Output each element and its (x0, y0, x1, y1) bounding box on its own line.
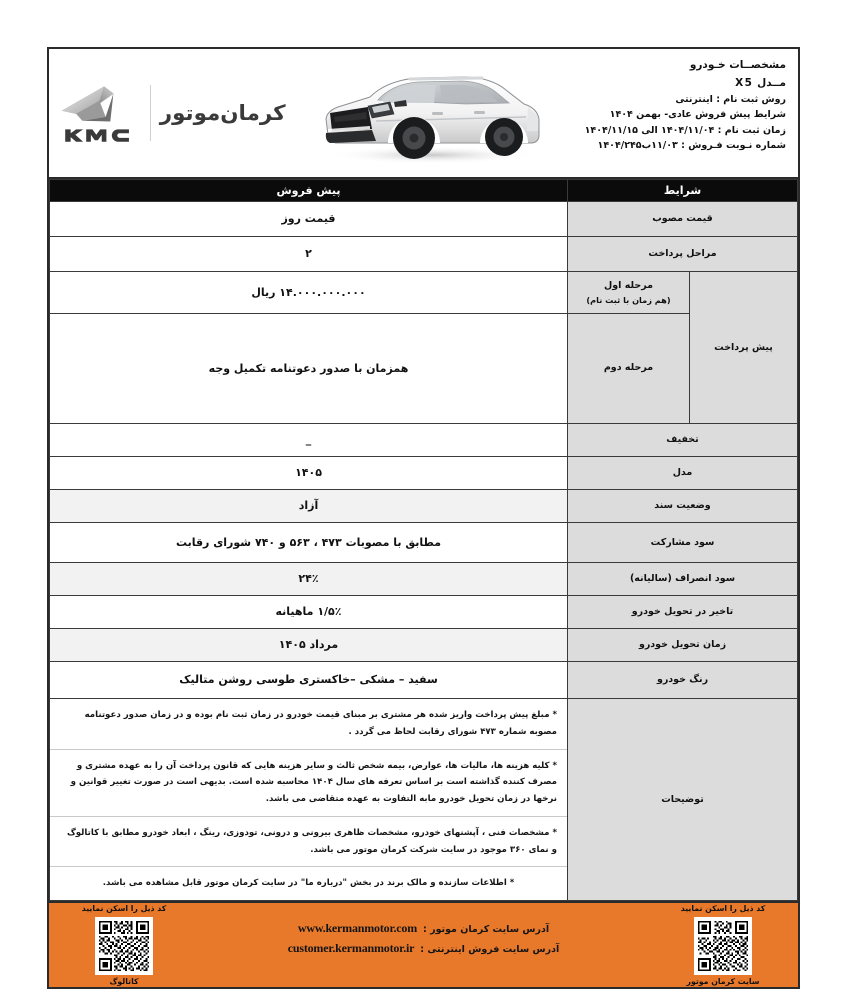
row-label-delivery-time: زمان تحویل خودرو (568, 629, 798, 662)
row-sublabel-stage-two: مرحله دوم (568, 314, 690, 424)
document-header (49, 49, 798, 179)
column-header-conditions: شرایط (568, 180, 798, 202)
table-row-prepayment-stage-one (50, 272, 798, 314)
table-row-notes (50, 699, 798, 901)
qr-code-catalog-icon (97, 919, 151, 973)
brand-logo-block (49, 49, 294, 177)
address-line-company-site (298, 921, 549, 936)
qr-caption-top-website: کد ذیل را اسکن نمایید (680, 903, 766, 913)
table-row-participation-profit (50, 523, 798, 563)
row-label-prepayment: پیش پرداخت (690, 272, 798, 424)
table-row-delivery-delay-penalty (50, 596, 798, 629)
brand-name-fa: کرمان‌موتور (159, 101, 286, 125)
row-value-participation-profit: مطابق با مصوبات ۴۷۳ ، ۵۶۳ و ۷۴۰ شورای رقابت (50, 523, 568, 563)
row-label-delivery-delay-penalty: تاخیر در تحویل خودرو (568, 596, 798, 629)
table-row-discount (50, 424, 798, 457)
row-value-model-year: ۱۴۰۵ (50, 457, 568, 490)
document-footer (49, 901, 798, 987)
footer-addresses (199, 903, 648, 987)
table-row-approved-price (50, 202, 798, 237)
row-label-participation-profit: سود مشارکت (568, 523, 798, 563)
note-item: * مشخصات فنی ، آپشنهای خودرو، مشخصات ظاهری بیرونی و درونی، تودوزی، رینگ ، ابعاد خودرو مطابق با کاتالوگ و نمای ۳۶۰ موجود در سایت شرکت کرمان موتور می باشد. (50, 817, 567, 868)
qr-caption-top-catalog: کد ذیل را اسکن نمایید (81, 903, 167, 913)
row-label-model-year: مدل (568, 457, 798, 490)
qr-code-website-icon (696, 919, 750, 973)
table-row-delivery-time (50, 629, 798, 662)
stage-one-note: (هم زمان با ثبت نام) (586, 294, 671, 305)
row-value-withdrawal-profit: ۲۴٪ (50, 563, 568, 596)
row-label-discount: تخفیف (568, 424, 798, 457)
qr-block-website (648, 903, 798, 987)
row-sublabel-stage-one (568, 272, 690, 314)
note-item: * مبلغ پیش پرداخت واریز شده هر مشتری بر مبنای قیمت خودرو در زمان ثبت نام بوده و در زمان صدور دعوتنامه مصوبه شماره ۴۷۳ شورای رقابت لحاظ می گردد . (50, 699, 567, 750)
column-header-presale: پیش فروش (50, 180, 568, 202)
address-url-online-shop[interactable]: customer.kermanmotor.ir (287, 940, 415, 955)
address-line-online-shop (288, 941, 559, 956)
table-row-withdrawal-profit (50, 563, 798, 596)
qr-caption-bottom-catalog: کاتالوگ (109, 977, 139, 986)
row-value-discount: _ (50, 424, 568, 457)
table-row-model-year (50, 457, 798, 490)
table-header-row (50, 180, 798, 202)
row-value-document-status: آزاد (50, 490, 568, 523)
notes-container (50, 699, 568, 901)
table-row-payment-stages (50, 237, 798, 272)
model-line (576, 75, 786, 92)
row-value-stage-two: همزمان با صدور دعوتنامه تکمیل وجه (50, 314, 568, 424)
specs-title: مشخصــات خـودرو (689, 59, 786, 71)
model-label: مــدل (757, 77, 786, 89)
row-label-document-status: وضعیت سند (568, 490, 798, 523)
address-url-company-site[interactable]: www.kermanmotor.com (297, 920, 417, 935)
presale-document (47, 47, 800, 989)
row-label-notes: توضیحات (568, 699, 798, 901)
table-row-document-status (50, 490, 798, 523)
qr-code-website[interactable] (694, 917, 752, 975)
stage-one-title: مرحله اول (604, 279, 653, 291)
vehicle-specs-block (568, 49, 798, 177)
table-row-vehicle-color (50, 662, 798, 699)
registration-time: زمان ثبت نام : ۱۴۰۴/۱۱/۰۴ الی ۱۴۰۴/۱۱/۱۵ (584, 124, 786, 136)
row-value-delivery-delay-penalty: ۱/۵٪ ماهیانه (50, 596, 568, 629)
kmc-logo-icon (59, 74, 140, 152)
registration-method: روش ثبت نام : اینترنتی (675, 94, 786, 105)
row-label-vehicle-color: رنگ خودرو (568, 662, 798, 699)
vehicle-photo (294, 49, 568, 177)
presale-conditions-table (49, 179, 798, 901)
logo-divider (150, 85, 151, 141)
row-value-delivery-time: مرداد ۱۴۰۵ (50, 629, 568, 662)
model-value: X5 (735, 77, 754, 89)
address-label-company-site: آدرس سایت کرمان موتور : (423, 923, 550, 935)
note-item: * اطلاعات سازنده و مالک برند در بخش "درباره ما" در سایت کرمان موتور قابل مشاهده می باشد. (102, 878, 515, 889)
sale-turn-number: شماره نـوبت فـروش : ۱۱/۰۳ب۱۴۰۴/۲۴۵ (597, 140, 786, 152)
row-value-approved-price: قیمت روز (50, 202, 568, 237)
qr-block-catalog (49, 903, 199, 987)
row-value-stage-one-amount: ۱۴.۰۰۰.۰۰۰.۰۰۰ ریال (50, 272, 568, 314)
suv-illustration (306, 57, 556, 169)
address-label-online-shop: آدرس سایت فروش اینترنتی : (420, 943, 560, 955)
row-label-payment-stages: مراحل پرداخت (568, 237, 798, 272)
row-value-payment-stages: ۲ (50, 237, 568, 272)
table-row-prepayment-stage-two (50, 314, 798, 424)
note-item: * کلیه هزینه ها، مالیات ها، عوارض، بیمه شخص ثالث و سایر هزینه هایی که قانون پرداخت آن را به عهده مشتری و مصرف کننده گذاشته است بر اساس تعرفه های سال ۱۴۰۴ محاسبه شده است. بدیهی است در صورت تغییر قوانین و نرخها در زمان تحویل خودرو مابه التفاوت به عهده متقاضی می باشد. (50, 750, 567, 817)
sale-conditions: شرایط پیش فروش عادی- بهمن ۱۴۰۴ (609, 109, 786, 121)
row-label-approved-price: قیمت مصوب (568, 202, 798, 237)
row-label-withdrawal-profit: سود انصراف (سالیانه) (568, 563, 798, 596)
qr-caption-bottom-website: سایت کرمان موتور (686, 977, 760, 986)
row-value-vehicle-color: سفید – مشکی –خاکستری طوسی روشن متالیک (50, 662, 568, 699)
qr-code-catalog[interactable] (95, 917, 153, 975)
